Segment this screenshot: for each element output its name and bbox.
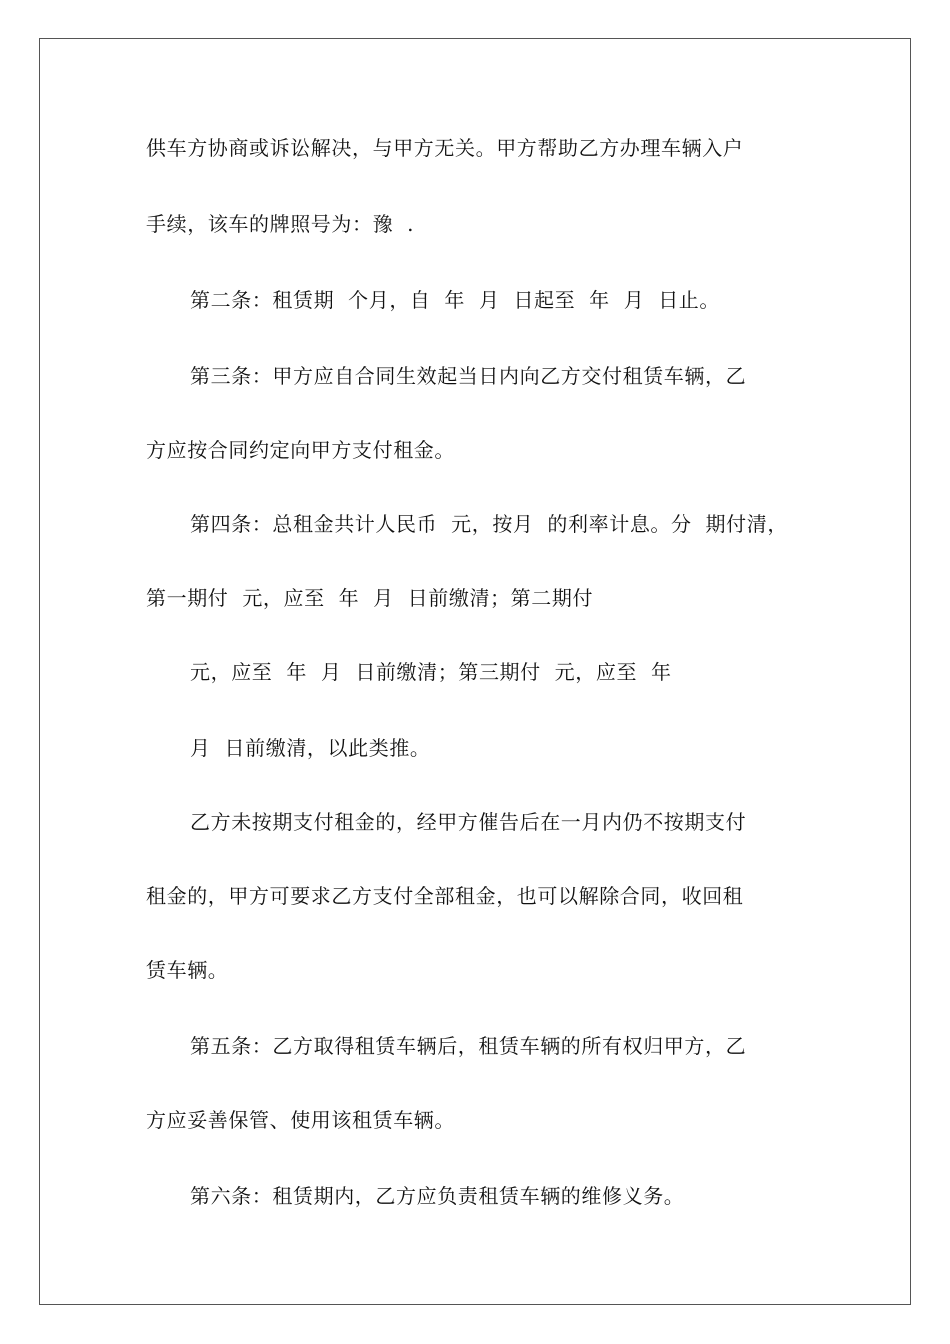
article-3-line-1: 第三条：甲方应自合同生效起当日内向乙方交付租赁车辆，乙 [190,364,747,388]
article-5-line-2: 方应妥善保管、使用该租赁车辆。 [146,1108,455,1132]
text-line-2: 手续，该车的牌照号为：豫 . [146,212,415,236]
text-line-1: 供车方协商或诉讼解决，与甲方无关。甲方帮助乙方办理车辆入户 [146,136,744,160]
penalty-line-1: 乙方未按期支付租金的，经甲方催告后在一月内仍不按期支付 [190,810,747,834]
penalty-line-2: 租金的，甲方可要求乙方支付全部租金，也可以解除合同，收回租 [146,884,744,908]
article-4-line-2: 第一期付 元，应至 年 月 日前缴清；第二期付 [146,586,594,610]
article-4-line-4: 月 日前缴清，以此类推。 [190,736,431,760]
article-3-line-2: 方应按合同约定向甲方支付租金。 [146,438,455,462]
penalty-line-3: 赁车辆。 [146,958,229,982]
article-6-line: 第六条：租赁期内，乙方应负责租赁车辆的维修义务。 [190,1184,685,1208]
article-5-line-1: 第五条：乙方取得租赁车辆后，租赁车辆的所有权归甲方，乙 [190,1034,747,1058]
article-2-line: 第二条：租赁期 个月，自 年 月 日起至 年 月 日止。 [190,288,721,312]
article-4-line-1: 第四条：总租金共计人民币 元，按月 的利率计息。分 期付清， [190,512,788,536]
article-4-line-3: 元，应至 年 月 日前缴清；第三期付 元，应至 年 [190,660,672,684]
